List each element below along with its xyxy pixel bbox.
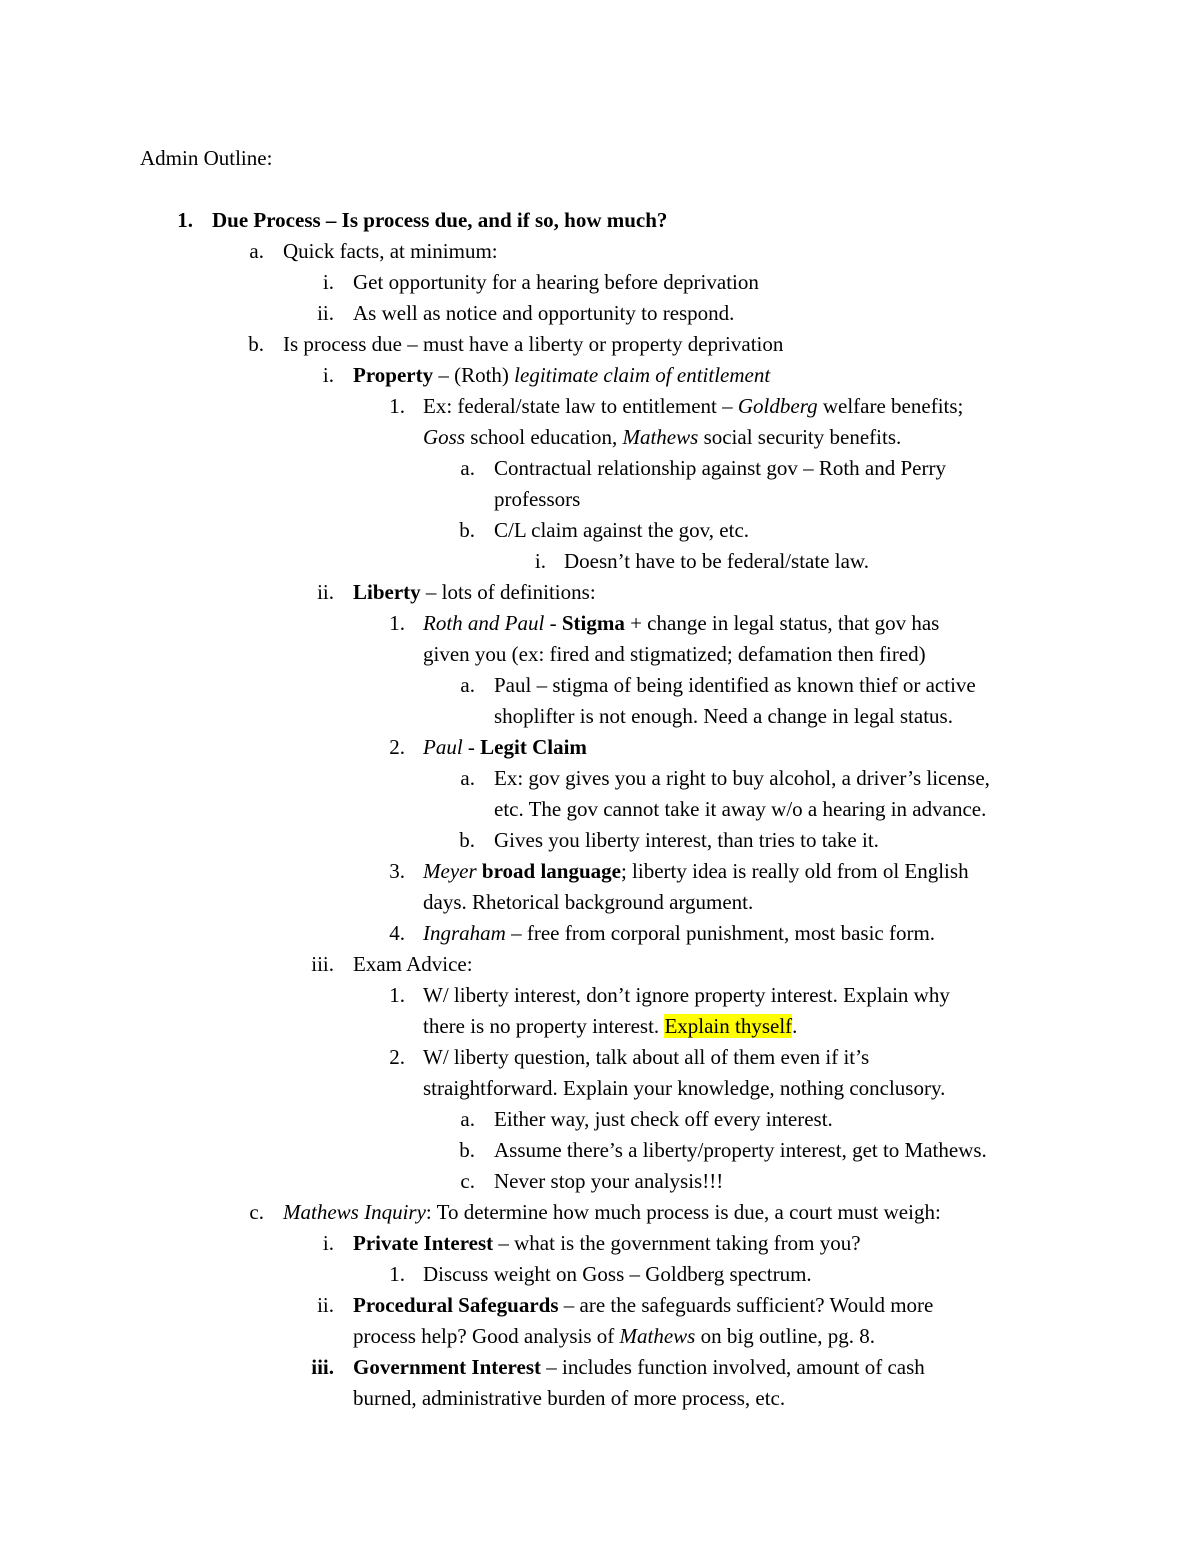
line-text (423, 609, 939, 637)
text-run: Property (353, 363, 434, 387)
text-run: Gives you liberty interest, than tries to take it. (494, 828, 879, 852)
text-run: Ingraham (423, 921, 506, 945)
text-run: Paul (423, 735, 463, 759)
text-run: Stigma (561, 611, 625, 635)
line-text (353, 1229, 861, 1257)
text-run: Is process due – must have a liberty or property deprivation (283, 332, 784, 356)
list-marker: b. (248, 332, 264, 356)
list-marker: 1. (389, 1262, 405, 1286)
text-run: - (544, 611, 562, 635)
text-run: Either way, just check off every interest. (494, 1107, 833, 1131)
text-run: Roth and Paul (423, 611, 545, 635)
text-run: – free from corporal punishment, most basic form. (505, 921, 936, 945)
list-marker: 1. (389, 394, 405, 418)
line-text (494, 764, 990, 792)
line-text (423, 857, 969, 885)
list-marker: 1. (389, 983, 405, 1007)
list-marker: ii. (317, 1293, 334, 1317)
text-run: broad language (481, 859, 621, 883)
list-marker: b. (459, 518, 475, 542)
text-run: Goldberg (737, 394, 818, 418)
text-run: : To determine how much process is due, a court must weigh: (425, 1200, 941, 1224)
text-run: Procedural Safeguards (353, 1293, 559, 1317)
line-text (494, 826, 879, 854)
line-text (423, 919, 935, 947)
text-run: Contractual relationship against gov – Roth and Perry (494, 456, 946, 480)
text-run: Private Interest (353, 1231, 494, 1255)
line-text (423, 640, 926, 668)
text-run: professors (494, 487, 581, 511)
line-text (494, 671, 976, 699)
line-text (423, 423, 901, 451)
list-marker: i. (322, 1231, 334, 1255)
text-run: there is no property interest. (423, 1014, 665, 1038)
text-run: school education, (465, 425, 623, 449)
line-text (283, 1198, 941, 1226)
line-text (423, 981, 950, 1009)
list-marker: 3. (389, 859, 405, 883)
text-run: shoplifter is not enough. Need a change in legal status. (494, 704, 953, 728)
list-marker: iii. (311, 952, 334, 976)
text-run: Due Process – Is process due, and if so, how much? (212, 208, 668, 232)
line-text (423, 1074, 945, 1102)
highlighted-text: Explain thyself (664, 1014, 793, 1038)
line-text (283, 237, 498, 265)
text-run: Exam Advice: (353, 952, 473, 976)
list-marker: a. (460, 456, 475, 480)
text-run: process help? Good analysis of (353, 1324, 620, 1348)
text-run: + change in legal status, that gov has (624, 611, 940, 635)
list-marker: b. (459, 828, 475, 852)
list-marker: ii. (317, 580, 334, 604)
text-run: Ex: federal/state law to entitlement – (423, 394, 738, 418)
text-run: Mathews Inquiry (283, 1200, 426, 1224)
text-run: legitimate claim of entitlement (514, 363, 771, 387)
text-run: Meyer (423, 859, 477, 883)
line-text (423, 392, 963, 420)
list-marker: c. (460, 1169, 475, 1193)
line-text (494, 1105, 833, 1133)
list-marker: ii. (317, 301, 334, 325)
list-marker: c. (249, 1200, 264, 1224)
text-run: Doesn’t have to be federal/state law. (564, 549, 869, 573)
text-run: ; liberty idea is really old from ol English (620, 859, 969, 883)
text-run: Quick facts, at minimum: (283, 239, 498, 263)
line-text (283, 330, 783, 358)
text-run: Ex: gov gives you a right to buy alcohol, a driver’s license, (494, 766, 990, 790)
line-text (423, 1043, 869, 1071)
list-marker: 2. (389, 735, 405, 759)
text-run: – lots of definitions: (420, 580, 596, 604)
text-run: Get opportunity for a hearing before deprivation (353, 270, 759, 294)
list-marker: iii. (311, 1355, 334, 1379)
text-run: Goss (423, 425, 466, 449)
line-text (423, 1012, 797, 1040)
text-run: Legit Claim (480, 735, 587, 759)
text-run: Assume there’s a liberty/property interest, get to Mathews. (494, 1138, 987, 1162)
text-run: W/ liberty question, talk about all of them even if it’s (423, 1045, 870, 1069)
text-run: . (792, 1014, 798, 1038)
text-run: C/L claim against the gov, etc. (494, 518, 750, 542)
text-run: Paul – stigma of being identified as known thief or active (494, 673, 976, 697)
text-run: days. Rhetorical background argument. (423, 890, 754, 914)
line-text (494, 485, 580, 513)
text-run: on big outline, pg. 8. (695, 1324, 876, 1348)
list-marker: b. (459, 1138, 475, 1162)
line-text (353, 1291, 933, 1319)
line-text (564, 547, 869, 575)
list-marker: a. (460, 1107, 475, 1131)
line-text (494, 516, 749, 544)
list-marker: i. (322, 363, 334, 387)
text-run: Mathews (622, 425, 699, 449)
text-run: - (462, 735, 481, 759)
text-run: – what is the government taking from you? (493, 1231, 861, 1255)
line-text (353, 1322, 875, 1350)
line-text (423, 733, 587, 761)
line-text (353, 1384, 785, 1412)
text-run: W/ liberty interest, don’t ignore property interest. Explain why (423, 983, 950, 1007)
line-text (494, 795, 986, 823)
list-marker: a. (460, 673, 475, 697)
list-marker: 4. (389, 921, 405, 945)
text-run: Government Interest (353, 1355, 541, 1379)
line-text (353, 361, 770, 389)
line-text (423, 888, 753, 916)
document-title: Admin Outline: (140, 146, 273, 170)
text-run: – includes function involved, amount of cash (541, 1355, 925, 1379)
line-text (494, 454, 946, 482)
line-text (353, 578, 596, 606)
list-marker: 2. (389, 1045, 405, 1069)
line-text (494, 1167, 723, 1195)
text-run: – are the safeguards sufficient? Would more (558, 1293, 934, 1317)
text-run: As well as notice and opportunity to respond. (353, 301, 735, 325)
text-run: social security benefits. (698, 425, 902, 449)
line-text (353, 268, 759, 296)
list-marker: i. (322, 270, 334, 294)
text-run: Liberty (353, 580, 421, 604)
line-text (494, 1136, 987, 1164)
line-text (353, 299, 734, 327)
line-text (212, 206, 667, 234)
text-run: Mathews (619, 1324, 696, 1348)
text-run: burned, administrative burden of more process, etc. (353, 1386, 786, 1410)
text-run: – (Roth) (433, 363, 515, 387)
list-marker: 1. (389, 611, 405, 635)
list-marker: a. (249, 239, 264, 263)
list-marker: a. (460, 766, 475, 790)
line-text (353, 1353, 925, 1381)
text-run: welfare benefits; (817, 394, 964, 418)
line-text (494, 702, 953, 730)
text-run: given you (ex: fired and stigmatized; defamation then fired) (423, 642, 926, 666)
text-run: etc. The gov cannot take it away w/o a hearing in advance. (494, 797, 987, 821)
text-run: straightforward. Explain your knowledge, nothing conclusory. (423, 1076, 946, 1100)
text-run: Discuss weight on Goss – Goldberg spectrum. (423, 1262, 812, 1286)
list-marker: i. (534, 549, 546, 573)
line-text (353, 950, 473, 978)
list-marker: 1. (177, 208, 193, 232)
text-run: Never stop your analysis!!! (494, 1169, 724, 1193)
line-text (423, 1260, 812, 1288)
